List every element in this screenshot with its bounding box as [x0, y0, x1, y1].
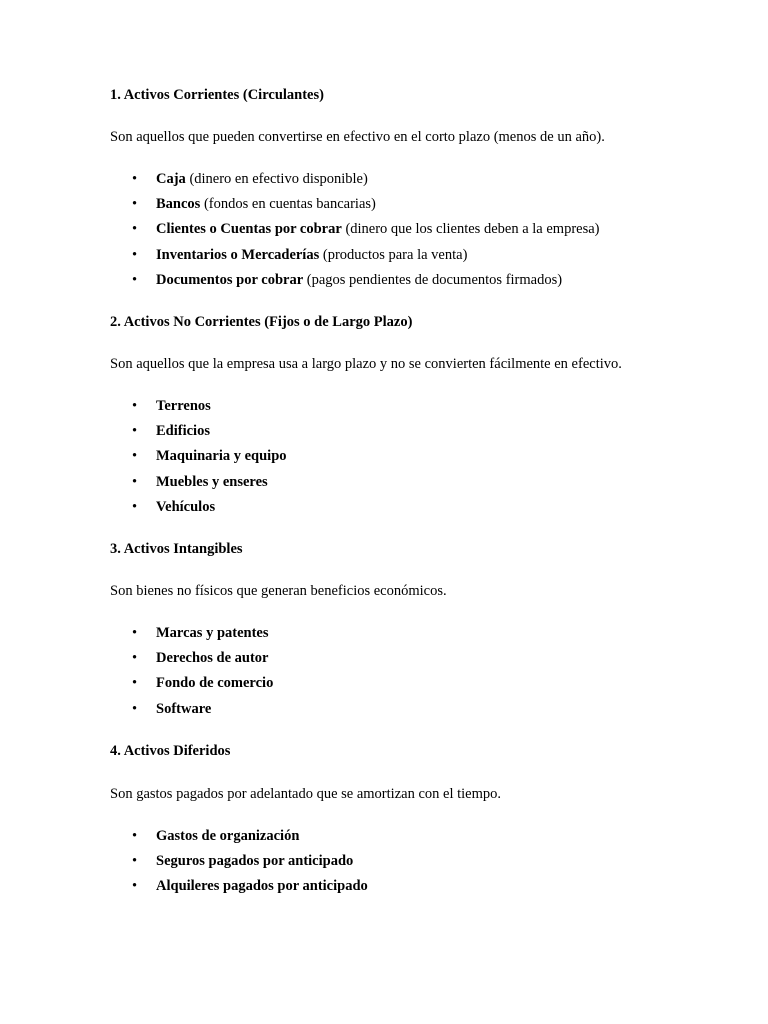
section-heading-non-current-assets: 2. Activos No Corrientes (Fijos o de Largo Plazo) [110, 314, 413, 330]
list-item [110, 700, 273, 725]
item-term: Caja [156, 171, 186, 187]
item-term: Edificios [156, 423, 210, 440]
list-item [110, 624, 273, 649]
item-term: Muebles y enseres [156, 473, 268, 490]
list-item [110, 498, 287, 523]
item-description: (pagos pendientes de documentos firmados) [303, 271, 563, 288]
bullet-icon: • [132, 271, 138, 288]
section-heading-intangible-assets: 3. Activos Intangibles [110, 541, 243, 557]
list-item [110, 397, 287, 422]
item-term: Seguros pagados por anticipado [156, 853, 354, 870]
document-page [110, 0, 730, 1024]
bullet-icon: • [132, 828, 138, 844]
bullet-icon: • [132, 448, 138, 465]
bullet-icon: • [132, 498, 138, 515]
item-term: Derechos de autor [156, 650, 269, 667]
item-term: Marcas y patentes [156, 625, 269, 641]
item-term: Documentos por cobrar [156, 271, 304, 288]
list-item [110, 877, 368, 902]
item-term: Gastos de organización [156, 828, 300, 844]
section-intro-non-current-assets: Son aquellos que la empresa usa a largo plazo y no se convierten fácilmente en efectivo. [110, 356, 622, 372]
bullet-icon: • [132, 625, 138, 641]
list-deferred-assets [110, 827, 368, 903]
bullet-icon: • [132, 196, 138, 213]
list-item [110, 422, 287, 447]
list-item [110, 195, 600, 220]
item-term: Software [156, 700, 212, 717]
section-intro-current-assets: Son aquellos que pueden convertirse en efectivo en el corto plazo (menos de un año). [110, 129, 605, 145]
item-description: (productos para la venta) [319, 246, 468, 263]
item-term: Alquileres pagados por anticipado [156, 878, 368, 895]
list-item [110, 674, 273, 699]
item-description: (fondos en cuentas bancarias) [200, 196, 376, 213]
list-item [110, 170, 600, 195]
item-term: Vehículos [156, 498, 216, 515]
bullet-icon: • [132, 221, 138, 238]
bullet-icon: • [132, 423, 138, 440]
item-term: Clientes o Cuentas por cobrar [156, 221, 342, 238]
bullet-icon: • [132, 675, 138, 692]
bullet-icon: • [132, 171, 138, 187]
list-item [110, 852, 368, 877]
section-heading-deferred-assets: 4. Activos Diferidos [110, 743, 231, 759]
list-intangible-assets [110, 624, 273, 725]
item-term: Bancos [156, 196, 201, 213]
item-term: Terrenos [156, 398, 211, 414]
bullet-icon: • [132, 398, 138, 414]
item-description: (dinero en efectivo disponible) [185, 171, 368, 187]
bullet-icon: • [132, 246, 138, 263]
list-item [110, 246, 600, 271]
bullet-icon: • [132, 878, 138, 895]
list-item [110, 271, 600, 296]
list-item [110, 473, 287, 498]
section-heading-current-assets: 1. Activos Corrientes (Circulantes) [110, 87, 324, 103]
list-current-assets [110, 170, 600, 296]
bullet-icon: • [132, 473, 138, 490]
item-description: (dinero que los clientes deben a la empresa) [341, 221, 600, 238]
item-term: Fondo de comercio [156, 675, 274, 692]
list-non-current-assets [110, 397, 287, 523]
bullet-icon: • [132, 650, 138, 667]
bullet-icon: • [132, 853, 138, 870]
section-intro-deferred-assets: Son gastos pagados por adelantado que se amortizan con el tiempo. [110, 786, 501, 802]
list-item [110, 649, 273, 674]
item-term: Maquinaria y equipo [156, 448, 287, 465]
section-intro-intangible-assets: Son bienes no físicos que generan beneficios económicos. [110, 583, 447, 599]
bullet-icon: • [132, 700, 138, 717]
list-item [110, 827, 368, 852]
item-term: Inventarios o Mercaderías [156, 246, 320, 263]
list-item [110, 220, 600, 245]
list-item [110, 447, 287, 472]
